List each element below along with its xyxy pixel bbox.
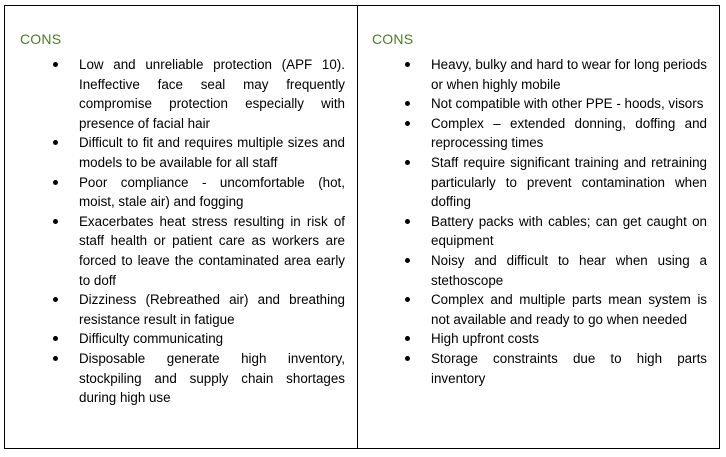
bullet-icon — [53, 336, 58, 341]
list-item — [49, 212, 345, 290]
list-item — [401, 290, 707, 329]
right-heading: CONS — [372, 31, 414, 47]
list-item — [401, 212, 707, 251]
list-item — [49, 349, 345, 408]
list-item-text: Dizziness (Rebreathed air) and breathing resistance result in fatigue — [79, 292, 345, 327]
bullet-icon — [53, 62, 58, 67]
list-item-text: Storage constraints due to high parts inventory — [431, 350, 707, 386]
list-item — [401, 153, 707, 212]
list-item-text: Exacerbates heat stress resulting in risk of staff health or patient care as workers are forced to leave the contaminated area early to doff — [79, 213, 345, 288]
bullet-icon — [405, 62, 410, 67]
list-item-text: Difficult to fit and requires multiple sizes and models to be available for all staff — [79, 135, 345, 170]
left-column — [5, 6, 358, 448]
list-item-text: Not compatible with other PPE - hoods, visors — [431, 96, 704, 112]
right-column — [358, 6, 719, 448]
bullet-icon — [405, 336, 410, 341]
bullet-icon — [53, 180, 58, 185]
bullet-icon — [53, 297, 58, 302]
list-item-text: Difficulty communicating — [79, 331, 224, 347]
list-item — [401, 251, 707, 290]
bullet-icon — [53, 140, 58, 145]
bullet-icon — [405, 101, 410, 106]
list-item-text: Low and unreliable protection (APF 10). Ineffective face seal may frequently compromise protection especially with presence of facial hair — [79, 57, 345, 131]
list-item — [401, 55, 707, 94]
list-item — [401, 329, 707, 349]
list-item-text: Poor compliance - uncomfortable (hot, moist, stale air) and fogging — [79, 174, 345, 210]
list-item-text: High upfront costs — [431, 331, 539, 347]
list-item-text: Complex and multiple parts mean system is not available and ready to go when needed — [431, 292, 707, 327]
bullet-icon — [405, 121, 410, 126]
left-heading: CONS — [20, 31, 62, 47]
list-item-text: Complex – extended donning, doffing and reprocessing times — [431, 115, 707, 151]
list-item-text: Disposable generate high inventory, stockpiling and supply chain shortages during high use — [79, 350, 345, 406]
list-item — [401, 349, 707, 388]
list-item — [49, 329, 345, 349]
list-item-text: Staff require significant training and retraining particularly to prevent contamination when doffing — [431, 154, 707, 210]
list-item — [401, 94, 707, 114]
bullet-icon — [405, 219, 410, 224]
list-item — [401, 114, 707, 153]
list-item-text: Noisy and difficult to hear when using a stethoscope — [431, 252, 707, 288]
bullet-icon — [53, 219, 58, 224]
list-item — [49, 290, 345, 329]
bullet-icon — [405, 356, 410, 361]
bullet-icon — [405, 160, 410, 165]
right-cons-list — [401, 55, 707, 388]
left-cons-list — [49, 55, 345, 408]
bullet-icon — [405, 297, 410, 302]
list-item — [49, 55, 345, 133]
list-item — [49, 133, 345, 172]
bullet-icon — [53, 356, 58, 361]
cons-table — [4, 5, 720, 449]
list-item-text: Battery packs with cables; can get caught on equipment — [431, 213, 707, 249]
bullet-icon — [405, 258, 410, 263]
list-item — [49, 173, 345, 212]
list-item-text: Heavy, bulky and hard to wear for long periods or when highly mobile — [431, 57, 707, 92]
